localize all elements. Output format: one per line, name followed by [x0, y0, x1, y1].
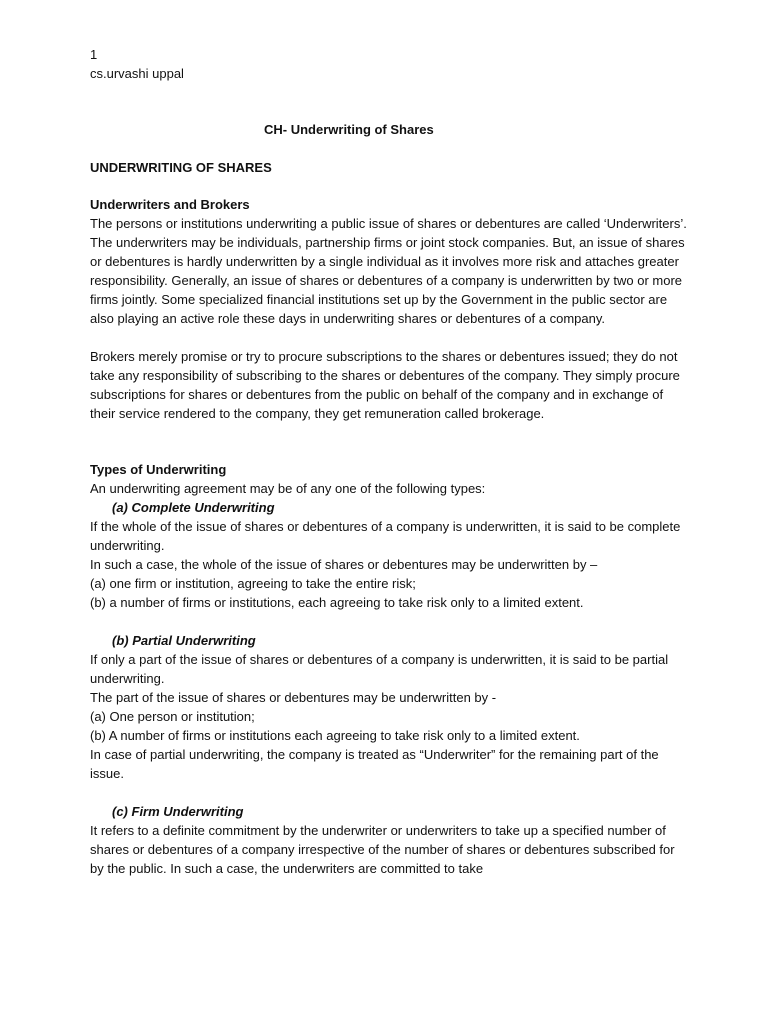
- partial-line-2: The part of the issue of shares or debentures may be underwritten by -: [90, 690, 497, 705]
- partial-line-1: If only a part of the issue of shares or debentures of a company is underwritten, it is said to be partial underwriting.: [90, 652, 669, 686]
- section-heading: UNDERWRITING OF SHARES: [90, 160, 272, 175]
- brokers-paragraph: Brokers merely promise or try to procure subscriptions to the shares or debentures issued; they do not take any responsibility of subscribing to the shares or debentures of the company. They simply procure subscriptions for shares or debentures from the public on behalf of the company and in exchange of their service rendered to the company, they get remuneration called brokerage.: [90, 349, 680, 421]
- firm-underwriting-heading: (c) Firm Underwriting: [112, 804, 244, 819]
- complete-underwriting-heading: (a) Complete Underwriting: [112, 500, 275, 515]
- page-number: 1: [90, 47, 98, 62]
- underwriters-paragraph: The persons or institutions underwriting a public issue of shares or debentures are called ‘Underwriters’. The underwriters may be individuals, partnership firms or joint stock companies. But, an issue of shares or debentures is hardly underwritten by a single individual as it involves more risk and attaches greater responsibility. Generally, an issue of shares or debentures of a company is underwritten by two or more firms jointly. Some specialized financial institutions set up by the Government in the public sector are also playing an active role these days in underwriting shares or debentures of a company.: [90, 216, 687, 326]
- complete-line-1: If the whole of the issue of shares or debentures of a company is underwritten, it is said to be complete underwriting.: [90, 519, 681, 553]
- partial-line-4: (b) A number of firms or institutions each agreeing to take risk only to a limited extent.: [90, 728, 580, 743]
- partial-line-5: In case of partial underwriting, the company is treated as “Underwriter” for the remaining part of the issue.: [90, 747, 659, 781]
- partial-underwriting-heading: (b) Partial Underwriting: [112, 633, 256, 648]
- complete-line-2: In such a case, the whole of the issue of shares or debentures may be underwritten by –: [90, 557, 598, 572]
- author-name: cs.urvashi uppal: [90, 66, 184, 81]
- firm-line-1: It refers to a definite commitment by the underwriter or underwriters to take up a specified number of shares or debentures of a company irrespective of the number of shares or debentures subscribed for by the public. In such a case, the underwriters are committed to take: [90, 823, 675, 876]
- types-intro: An underwriting agreement may be of any one of the following types:: [90, 481, 486, 496]
- underwriters-brokers-heading: Underwriters and Brokers: [90, 197, 250, 212]
- partial-line-3: (a) One person or institution;: [90, 709, 255, 724]
- chapter-title: CH- Underwriting of Shares: [264, 122, 434, 137]
- complete-line-3: (a) one firm or institution, agreeing to take the entire risk;: [90, 576, 416, 591]
- document-page: [90, 45, 690, 878]
- complete-line-4: (b) a number of firms or institutions, each agreeing to take risk only to a limited extent.: [90, 595, 584, 610]
- types-heading: Types of Underwriting: [90, 462, 227, 477]
